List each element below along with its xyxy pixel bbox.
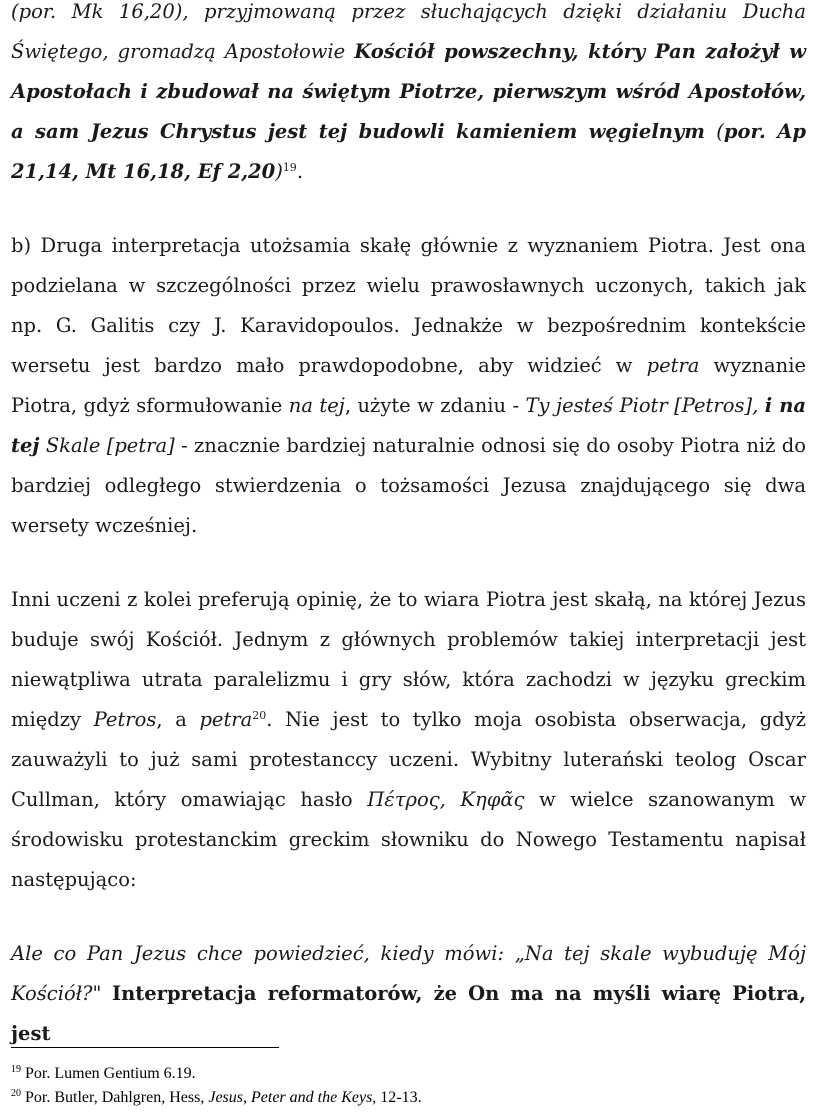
paragraph-b-text: , użyte w zdaniu - — [344, 394, 526, 417]
footnote-text: Por. Butler, Dahlgren, Hess, — [21, 1089, 209, 1106]
footnote-19 — [11, 1062, 806, 1086]
paragraph-a-paren-close: ) — [275, 160, 283, 183]
paragraph-b-text: - znacznie bardziej naturalnie odnosi się do osoby Piotra niż do bardziej odległego stwierdzenia o tożsamości Jezusa znajdującego się dwa wersety wcześniej. — [11, 434, 806, 537]
paragraph-b-quote-end: Skale [petra] — [39, 434, 175, 457]
document-page — [11, 0, 806, 1054]
paragraph-a-text: (por. Mk 16,20), przyjmowaną przez słuchających dzięki działaniu Ducha Świętego, gromadzą Apostołowie — [11, 0, 806, 63]
paragraph-c-text: . Nie jest to tylko moja osobista obserwacja, gdyż zauważyli to już sami protestanccy uczeni. Wybitny luterański teolog Oscar Cullman, który omawiając hasło — [11, 708, 806, 811]
footnote-20 — [11, 1086, 806, 1110]
paragraph-b-text: wyznanie Piotra, gdyż sformułowanie — [11, 354, 807, 417]
paragraph-a — [11, 0, 806, 192]
paragraph-b — [11, 226, 806, 546]
paragraph-c-text: , a — [156, 708, 200, 731]
paragraph-a-references: por. Ap 21,14, Mt 16,18, Ef 2,20 — [11, 120, 806, 183]
paragraph-c — [11, 580, 806, 900]
paragraph-b-quote-emphasis: i na tej — [11, 394, 807, 457]
paragraph-d — [11, 934, 806, 1054]
paragraph-d-emphasis: Interpretacja reformatorów, że On ma na myśli wiarę Piotra, jest — [11, 982, 806, 1045]
paragraph-b-quote: Ty jesteś Piotr [Petros], — [525, 394, 765, 417]
footnote-book-title: Jesus, Peter and the Keys — [208, 1089, 373, 1106]
paragraph-c-greek: Πέτρος, Κηφᾶς — [367, 788, 525, 811]
footnotes — [11, 1062, 806, 1110]
footnote-text-tail: , 12-13. — [372, 1089, 422, 1106]
paragraph-d-quote: Ale co Pan Jezus chce powiedzieć, kiedy mówi: „Na tej skale wybuduję Mój Kościół?" — [11, 942, 806, 1005]
footnote-ref-20: 20 — [252, 709, 267, 722]
paragraph-a-period: . — [296, 160, 304, 183]
footnote-text: Por. Lumen Gentium 6.19. — [21, 1065, 196, 1082]
paragraph-b-petra: petra — [646, 354, 700, 377]
paragraph-c-petra: petra — [199, 708, 253, 731]
paragraph-spacer — [11, 900, 806, 934]
paragraph-spacer — [11, 546, 806, 580]
paragraph-a-paren-open: ( — [716, 120, 724, 143]
footnote-ref-19: 19 — [282, 161, 297, 174]
paragraph-b-na-tej: na tej — [288, 394, 345, 417]
footnote-number: 20 — [11, 1088, 21, 1099]
paragraph-c-text: Inni uczeni z kolei preferują opinię, że to wiara Piotra jest skałą, na której Jezus buduje swój Kościół. Jednym z głównych problemów takiej interpretacji jest niewątpliwa utrata paralelizmu i gry słów, która zachodzi w języku greckim między — [11, 588, 806, 731]
paragraph-b-text: b) Druga interpretacja utożsamia skałę głównie z wyznaniem Piotra. Jest ona podzielana w szczególności przez wielu prawosławnych uczonych, takich jak np. G. Galitis czy J. Karavidopoulos. Jednakże w bezpośrednim kontekście wersetu jest bardzo mało prawdopodobne, aby widzieć w — [11, 234, 806, 377]
footnote-separator — [11, 1047, 279, 1048]
paragraph-spacer — [11, 192, 806, 226]
footnote-number: 19 — [11, 1064, 21, 1075]
paragraph-c-text: w wielce szanowanym w środowisku protestanckim greckim słowniku do Nowego Testamentu napisał następująco: — [11, 788, 806, 891]
paragraph-c-petros: Petros — [93, 708, 157, 731]
paragraph-a-emphasis: Kościół powszechny, który Pan założył w Apostołach i zbudował na świętym Piotrze, pierwszym wśród Apostołów, a sam Jezus Chrystus jest tej budowli kamieniem węgielnym — [11, 40, 806, 143]
